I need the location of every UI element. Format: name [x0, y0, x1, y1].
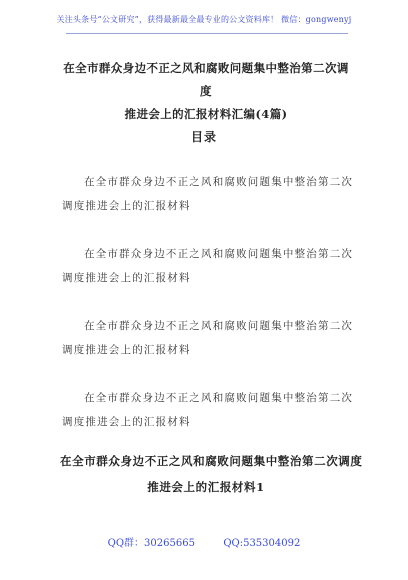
- document-title-line-1: 在全市群众身边不正之风和腐败问题集中整治第二次调度: [63, 61, 349, 98]
- toc-entry[interactable]: [62, 242, 352, 314]
- header-divider: [66, 33, 348, 34]
- toc-entry-line-2: 调度推进会上的汇报材料: [62, 344, 191, 356]
- toc-entry-line-1: 在全市群众身边不正之风和腐败问题集中整治第二次: [84, 392, 354, 404]
- footer-qq-number: QQ:535304092: [223, 538, 301, 549]
- toc-entry-line-2: 调度推进会上的汇报材料: [62, 200, 191, 212]
- toc-heading: 目录: [190, 130, 217, 144]
- section-title: [60, 448, 363, 500]
- toc-entry-line-1: 在全市群众身边不正之风和腐败问题集中整治第二次: [84, 248, 354, 260]
- section-title-line-2: 推进会上的汇报材料1: [147, 480, 265, 494]
- toc-entry-line-2: 调度推进会上的汇报材料: [62, 416, 191, 428]
- toc-entry[interactable]: [62, 170, 352, 242]
- document-title-line-2: 推进会上的汇报材料汇编(4篇): [124, 107, 288, 121]
- document-title: [60, 57, 352, 126]
- footer-contact: [0, 534, 408, 549]
- toc-entry-line-1: 在全市群众身边不正之风和腐败问题集中整治第二次: [84, 176, 354, 188]
- section-title-line-1: 在全市群众身边不正之风和腐败问题集中整治第二次调度: [60, 454, 363, 468]
- toc-entry-line-2: 调度推进会上的汇报材料: [62, 272, 191, 284]
- toc-entry-line-1: 在全市群众身边不正之风和腐败问题集中整治第二次: [84, 320, 354, 332]
- toc-entry[interactable]: [62, 314, 352, 386]
- header-notice: [0, 14, 408, 25]
- header-notice-text: 关注头条号“公文研究”，获得最新最全最专业的公文资料库！ 微信：gongwenyj: [56, 15, 352, 24]
- toc-list: [62, 170, 352, 458]
- footer-qq-group: QQ群：30265665: [107, 538, 195, 549]
